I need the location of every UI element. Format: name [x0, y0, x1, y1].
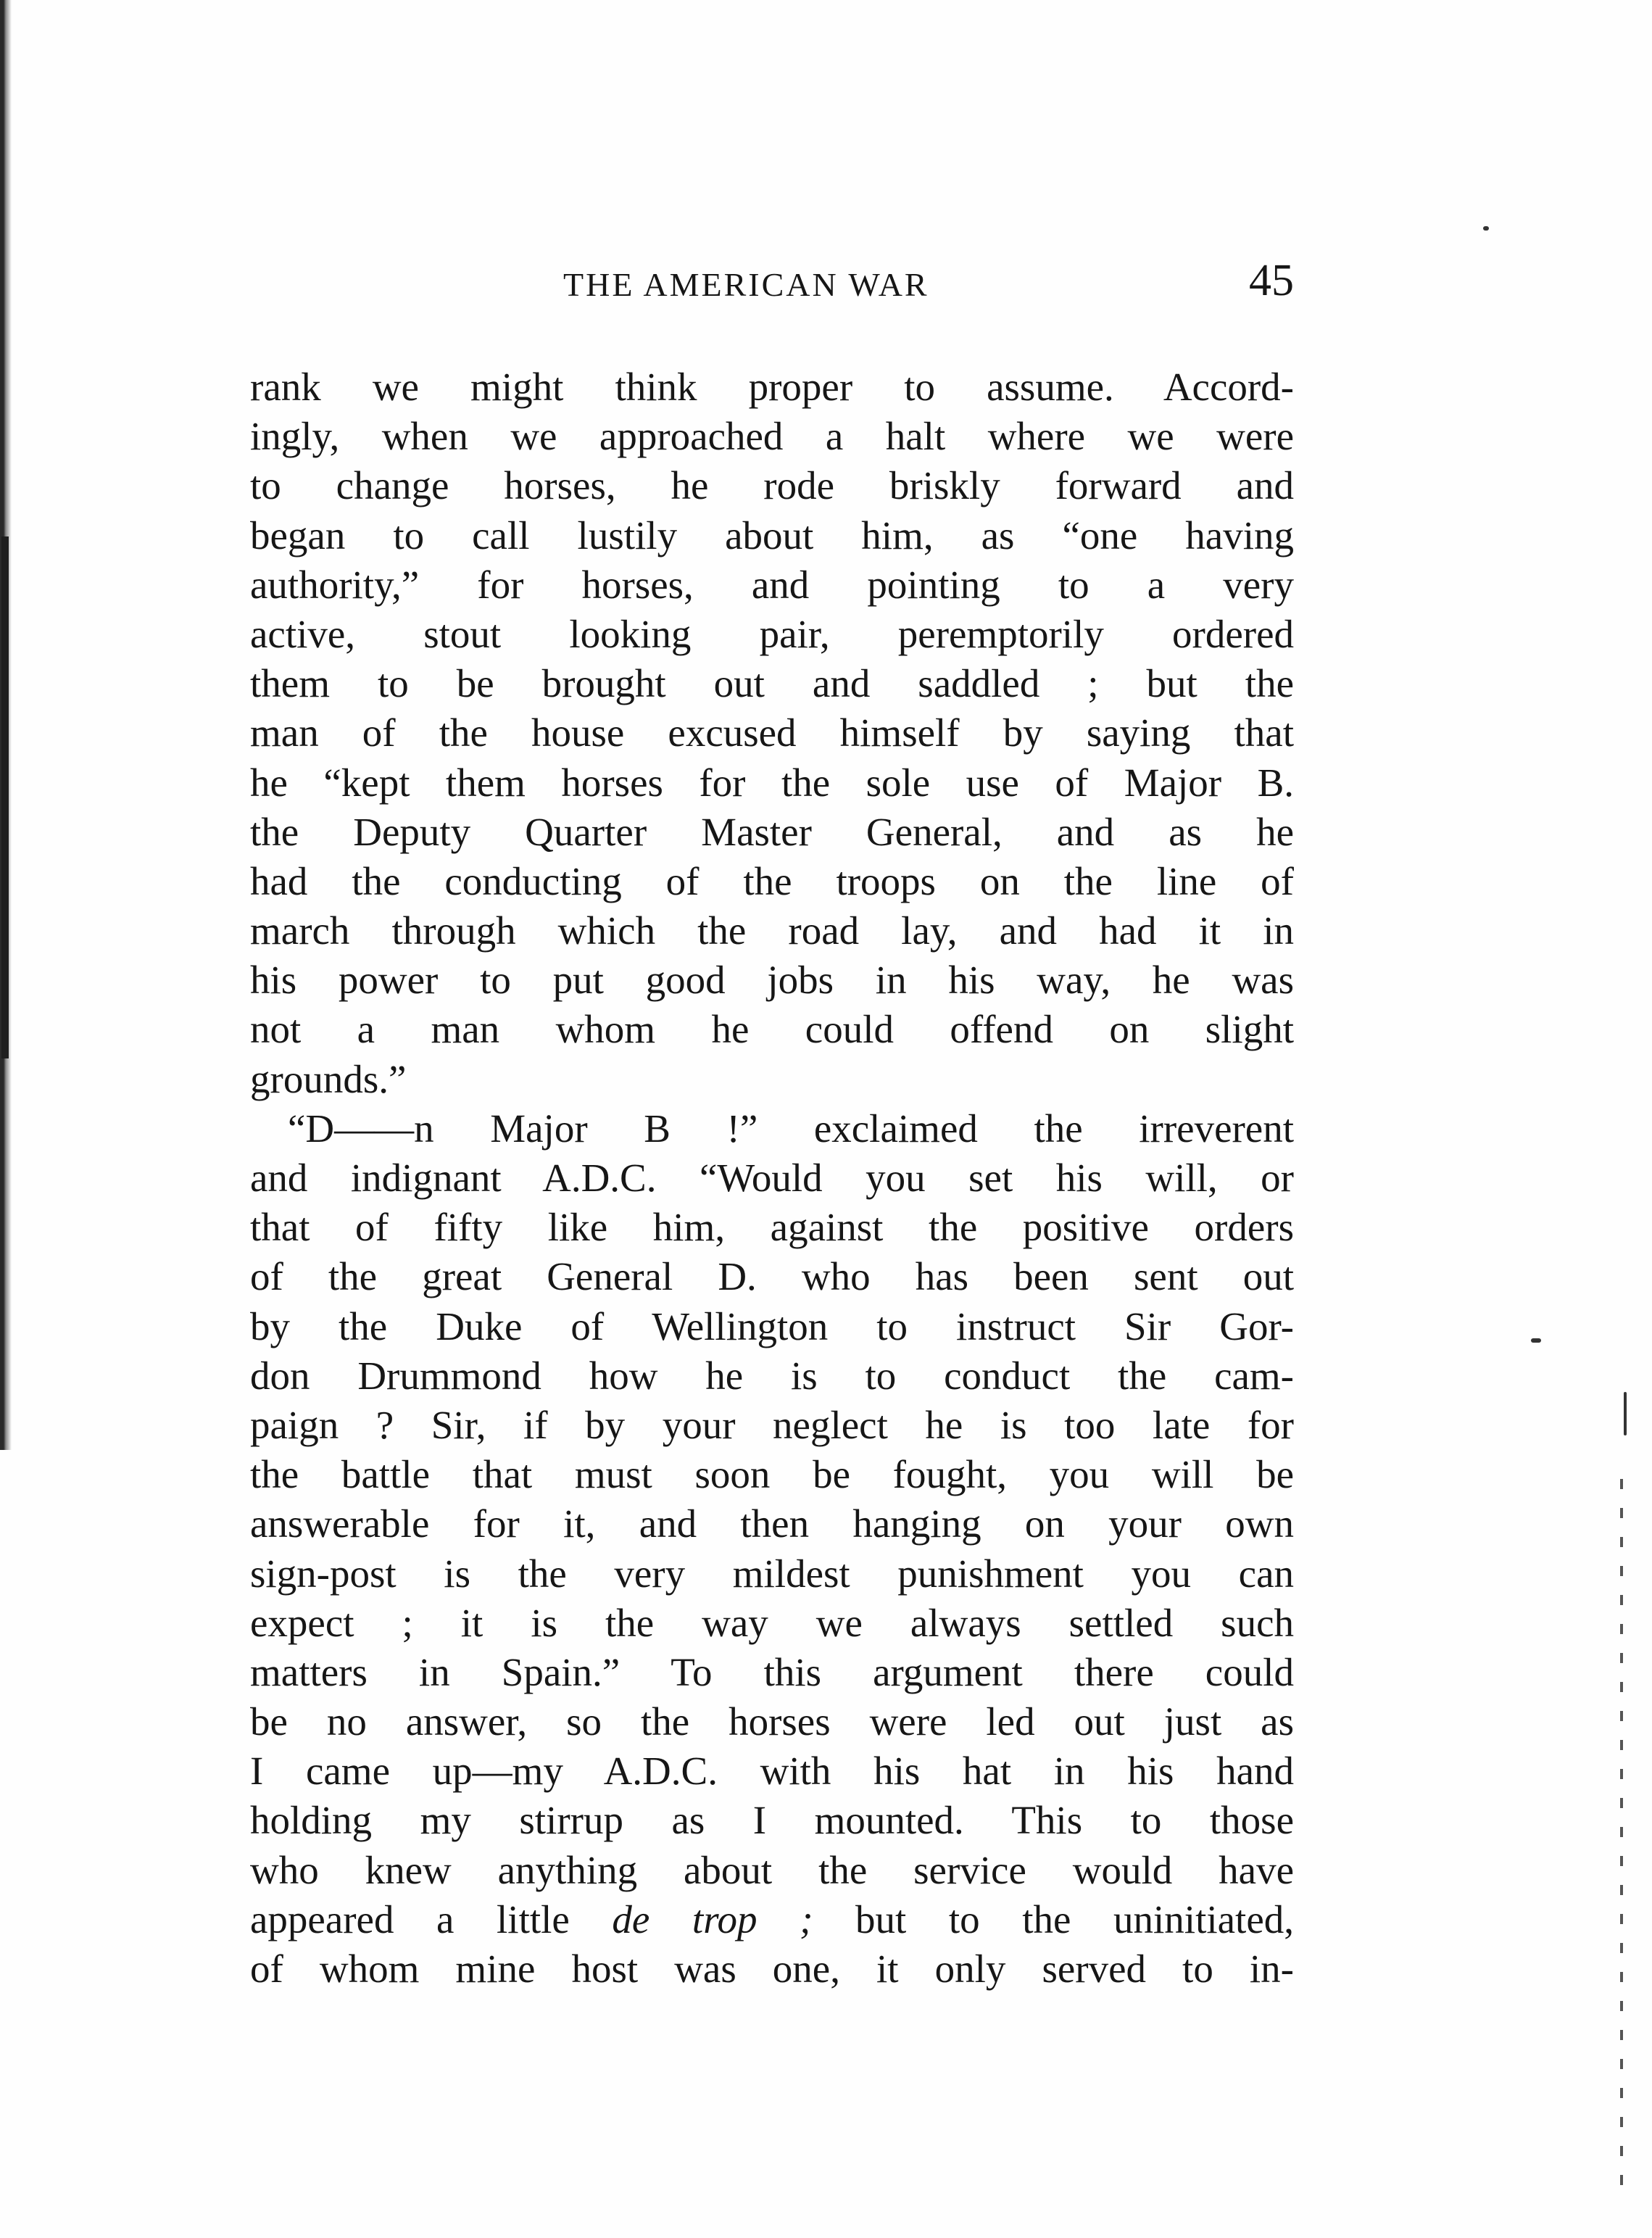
text-line: ingly, when we approached a halt where we were — [250, 414, 1294, 459]
text-line: by the Duke of Wellington to instruct Sir Gor- — [250, 1304, 1294, 1348]
text-line: rank we might think proper to assume. Accord- — [250, 365, 1294, 409]
body-text — [250, 362, 1294, 1994]
text-run: appeared a little — [250, 1897, 613, 1941]
text-line: don Drummond how he is to conduct the cam- — [250, 1353, 1294, 1398]
text-line: grounds.” — [250, 1056, 407, 1101]
text-line-with-italic — [250, 1895, 1294, 1944]
text-line: them to be brought out and saddled ; but the — [250, 661, 1294, 706]
text-line: and indignant A.D.C. “Would you set his will, or — [250, 1156, 1294, 1200]
text-line: to change horses, he rode briskly forward and — [250, 463, 1294, 508]
text-line-paragraph-start: “D——n Major B !” exclaimed the irreverent — [288, 1106, 1294, 1151]
text-line: of the great General D. who has been sent out — [250, 1254, 1294, 1299]
text-line: his power to put good jobs in his way, he was — [250, 958, 1294, 1003]
page-spine-shadow-dark — [1, 536, 9, 1058]
page-edge-marks — [1620, 1479, 1623, 2204]
scan-speck — [1483, 226, 1489, 231]
text-line: expect ; it is the way we always settled such — [250, 1600, 1294, 1645]
text-line: holding my stirrup as I mounted. This to those — [250, 1798, 1294, 1843]
text-line: answerable for it, and then hanging on your own — [250, 1501, 1294, 1546]
page-number: 45 — [1249, 256, 1294, 305]
running-head — [250, 254, 1294, 319]
text-line: be no answer, so the horses were led out just as — [250, 1699, 1294, 1744]
text-line: matters in Spain.” To this argument there could — [250, 1649, 1294, 1694]
scan-speck — [1531, 1338, 1541, 1343]
text-line: began to call lustily about him, as “one having — [250, 513, 1294, 558]
text-line: not a man whom he could offend on slight — [250, 1007, 1294, 1052]
text-line: he “kept them horses for the sole use of Major B. — [250, 760, 1294, 805]
scan-speck — [1624, 1392, 1627, 1435]
text-line: I came up—my A.D.C. with his hat in his hand — [250, 1749, 1294, 1794]
text-line: of whom mine host was one, it only served to in- — [250, 1947, 1294, 1991]
text-line: had the conducting of the troops on the line of — [250, 858, 1294, 903]
text-line: sign-post is the very mildest punishment you can — [250, 1551, 1294, 1596]
text-line: authority,” for horses, and pointing to a very — [250, 562, 1294, 607]
text-line: paign ? Sir, if by your neglect he is too late for — [250, 1402, 1294, 1447]
text-line: active, stout looking pair, peremptorily ordered — [250, 611, 1294, 656]
text-run: but to the uninitiated, — [813, 1897, 1294, 1941]
text-line: that of fifty like him, against the positive orders — [250, 1205, 1294, 1250]
text-line: the battle that must soon be fought, you will be — [250, 1452, 1294, 1497]
text-line: march through which the road lay, and had it in — [250, 908, 1294, 953]
text-line: the Deputy Quarter Master General, and as he — [250, 809, 1294, 854]
running-title: THE AMERICAN WAR — [563, 266, 929, 303]
italic-phrase: de trop ; — [612, 1897, 813, 1941]
text-line: who knew anything about the service would have — [250, 1847, 1294, 1892]
text-line: man of the house excused himself by saying that — [250, 710, 1294, 755]
